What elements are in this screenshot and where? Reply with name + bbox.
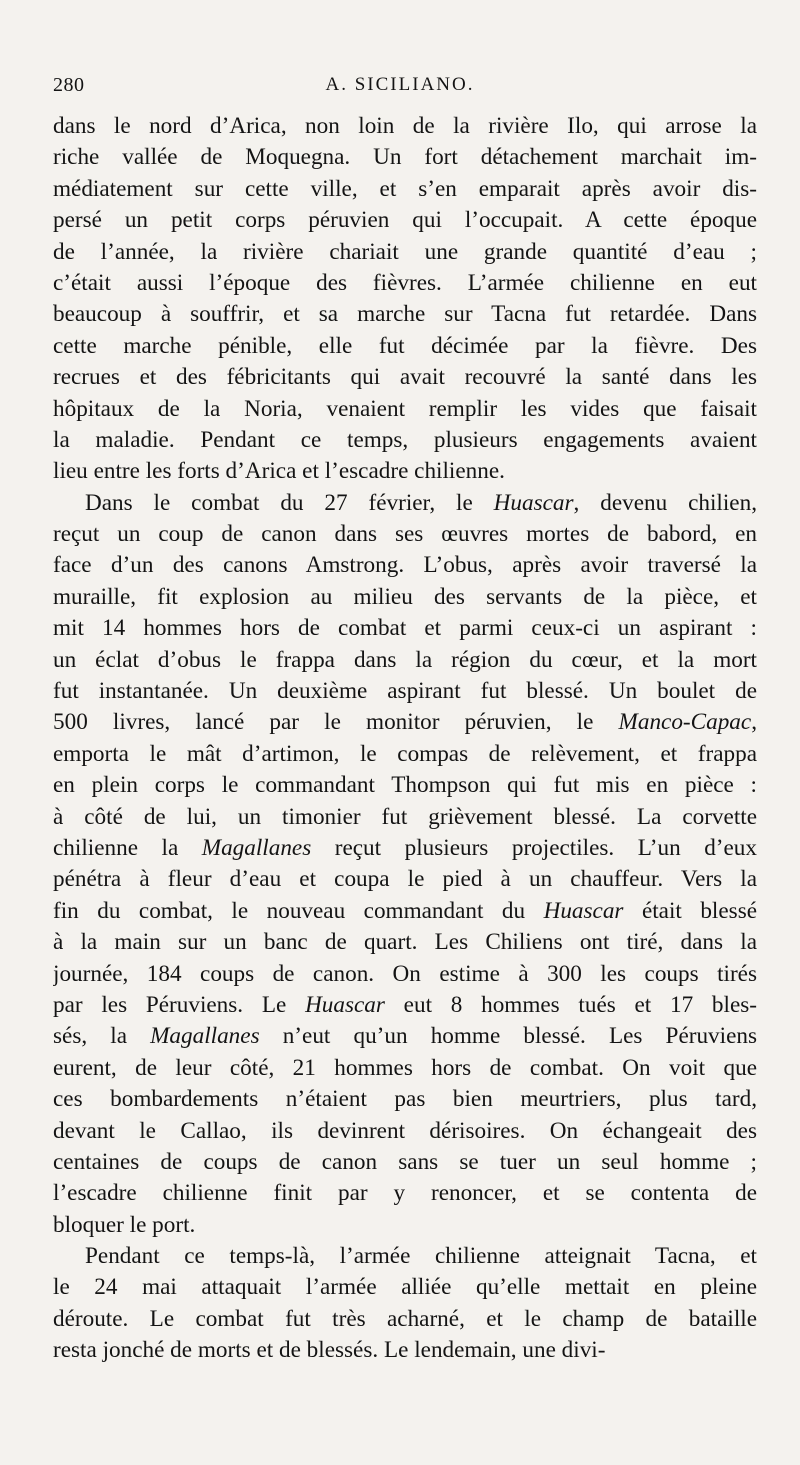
text-line: sés, la Magallanes n’eut qu’un homme blessé. Les Péruviens [53,1023,757,1050]
text-line: fin du combat, le nouveau commandant du Huascar était blessé [53,897,757,924]
text-line: resta jonché de morts et de blessés. Le lendemain, une divi- [53,1337,606,1364]
italic-term: Manco-Capac [618,709,752,736]
text-line: médiatement sur cette ville, et s’en emparait après avoir dis- [53,175,757,202]
text-line: centaines de coups de canon sans se tuer un seul homme ; [53,1148,757,1175]
italic-term: Magallanes [150,1023,260,1050]
text-line: Dans le combat du 27 février, le Huascar, devenu chilien, [85,489,757,516]
page-header [53,74,747,104]
text-line: fut instantanée. Un deuxième aspirant fut blessé. Un boulet de [53,678,757,705]
text-line: mit 14 hommes hors de combat et parmi ceux-ci un aspirant : [53,615,757,642]
text-line: pénétra à fleur d’eau et coupa le pied à un chauffeur. Vers la [53,866,757,893]
text-line: beaucoup à souffrir, et sa marche sur Tacna fut retardée. Dans [53,301,757,328]
running-head: A. SICILIANO. [325,74,475,95]
text-line: Pendant ce temps-là, l’armée chilienne atteignait Tacna, et [85,1243,757,1270]
text-line: 500 livres, lancé par le monitor péruvien, le Manco-Capac, [53,709,757,736]
text-line: à la main sur un banc de quart. Les Chiliens ont tiré, dans la [53,929,757,956]
text-line: riche vallée de Moquegna. Un fort détachement marchait im- [53,144,757,171]
text-line: c’était aussi l’époque des fièvres. L’armée chilienne en eut [53,269,757,296]
text-line: l’escadre chilienne finit par y renoncer, et se contenta de [53,1180,757,1207]
text-line: par les Péruviens. Le Huascar eut 8 hommes tués et 17 bles- [53,991,757,1018]
text-line: chilienne la Magallanes reçut plusieurs projectiles. L’un d’eux [53,834,757,861]
paragraph [53,1241,757,1367]
text-line: de l’année, la rivière chariait une grande quantité d’eau ; [53,238,757,265]
text-line: un éclat d’obus le frappa dans la région du cœur, et la mort [53,646,757,673]
text-line: cette marche pénible, elle fut décimée par la fièvre. Des [53,332,757,359]
text-line: bloquer le port. [53,1211,196,1238]
text-line: recrues et des fébricitants qui avait recouvré la santé dans les [53,364,757,391]
text-line: eurent, de leur côté, 21 hommes hors de combat. On voit que [53,1054,757,1081]
text-line: reçut un coup de canon dans ses œuvres mortes de babord, en [53,521,757,548]
text-line: ces bombardements n’étaient pas bien meurtriers, plus tard, [53,1086,757,1113]
text-line: le 24 mai attaquait l’armée alliée qu’elle mettait en pleine [53,1274,757,1301]
text-line: à côté de lui, un timonier fut grièvement blessé. La corvette [53,803,757,830]
text-line: déroute. Le combat fut très acharné, et le champ de bataille [53,1305,757,1332]
text-line: persé un petit corps péruvien qui l’occupait. A cette époque [53,207,757,234]
text-line: hôpitaux de la Noria, venaient remplir les vides que faisait [53,395,757,422]
italic-term: Huascar [493,489,574,516]
text-line: lieu entre les forts d’Arica et l’escadre chilienne. [53,458,505,485]
text-line: la maladie. Pendant ce temps, plusieurs engagements avaient [53,426,757,453]
italic-term: Huascar [305,991,385,1018]
text-line: face d’un des canons Amstrong. L’obus, après avoir traversé la [53,552,757,579]
body-text [53,111,757,1367]
text-line: muraille, fit explosion au milieu des servants de la pièce, et [53,583,757,610]
text-line: journée, 184 coups de canon. On estime à 300 les coups tirés [53,960,757,987]
text-line: devant le Callao, ils devinrent dérisoires. On échangeait des [53,1117,757,1144]
italic-term: Magallanes [201,834,312,861]
text-line: dans le nord d’Arica, non loin de la rivière Ilo, qui arrose la [53,113,757,139]
paragraph [53,111,757,488]
page-number: 280 [53,74,85,96]
text-line: emporta le mât d’artimon, le compas de relèvement, et frappa [53,740,757,767]
italic-term: Huascar [543,897,624,924]
paragraph [53,488,757,1241]
text-line: en plein corps le commandant Thompson qui fut mis en pièce : [53,772,757,799]
